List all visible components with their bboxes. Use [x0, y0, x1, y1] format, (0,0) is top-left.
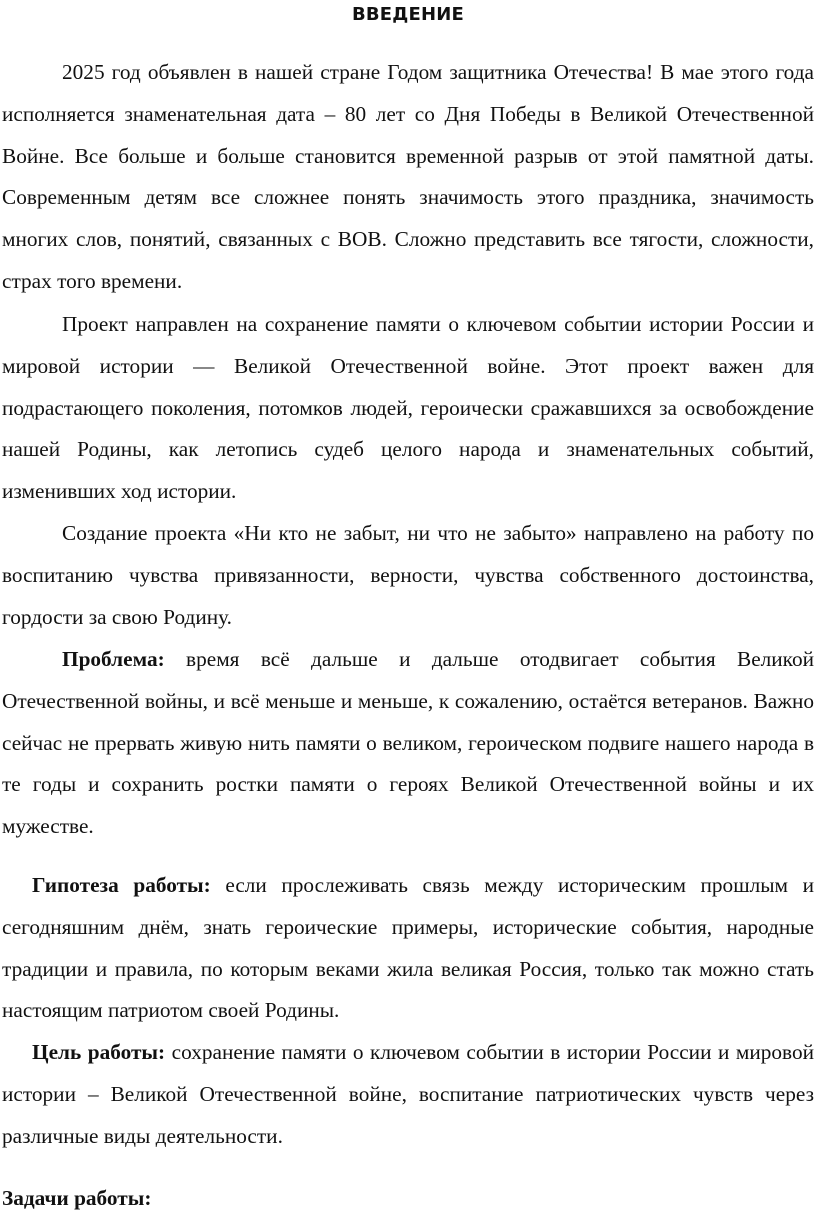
problem-label: Проблема: — [62, 647, 165, 671]
goal-text: сохранение памяти о ключевом событии в истории России и мировой истории – Великой Отечественной войне, воспитание патриотических чувств через различные виды деятельности. — [2, 1040, 814, 1148]
hypothesis-label: Гипотеза работы: — [32, 873, 211, 897]
hypothesis-paragraph — [2, 865, 814, 1032]
hypothesis-text: если прослеживать связь между историческим прошлым и сегодняшним днём, знать героические примеры, исторические события, народные традиции и правила, по которым веками жила великая Россия, только так можно стать настоящим патриотом своей Родины. — [2, 873, 814, 1023]
tasks-heading: Задачи работы: — [2, 1186, 152, 1210]
problem-text: время всё дальше и дальше отодвигает события Великой Отечественной войны, и всё меньше и меньше, к сожалению, остаётся ветеранов. Важно сейчас не прервать живую нить памяти о великом, героическом подвиге нашего народа в те годы и сохранить ростки памяти о героях Великой Отечественной войны и их мужестве. — [2, 647, 814, 839]
goal-label: Цель работы: — [32, 1040, 166, 1064]
intro-paragraph-1: 2025 год объявлен в нашей стране Годом защитника Отечества! В мае этого года исполняется знаменательная дата – 80 лет со Дня Победы в Великой Отечественной Войне. Все больше и больше становится временной разрыв от этой памятной даты. Современным детям все сложнее понять значимость этого праздника, значимость многих слов, понятий, связанных с ВОВ. Сложно представить все тягости, сложности, страх того времени. — [2, 60, 814, 293]
intro-paragraph-3: Создание проекта «Ни кто не забыт, ни что не забыто» направлено на работу по воспитанию чувства привязанности, верности, чувства собственного достоинства, гордости за свою Родину. — [2, 521, 814, 629]
problem-paragraph — [2, 639, 814, 848]
goal-paragraph — [2, 1032, 814, 1157]
page-title: ВВЕДЕНИЕ — [351, 4, 465, 25]
intro-paragraph-2: Проект направлен на сохранение памяти о ключевом событии истории России и мировой истории — Великой Отечественной войне. Этот проект важен для подрастающего поколения, потомков людей, героически сражавшихся за освобождение нашей Родины, как летопись судеб целого народа и знаменательных событий, изменивших ход истории. — [2, 312, 814, 504]
